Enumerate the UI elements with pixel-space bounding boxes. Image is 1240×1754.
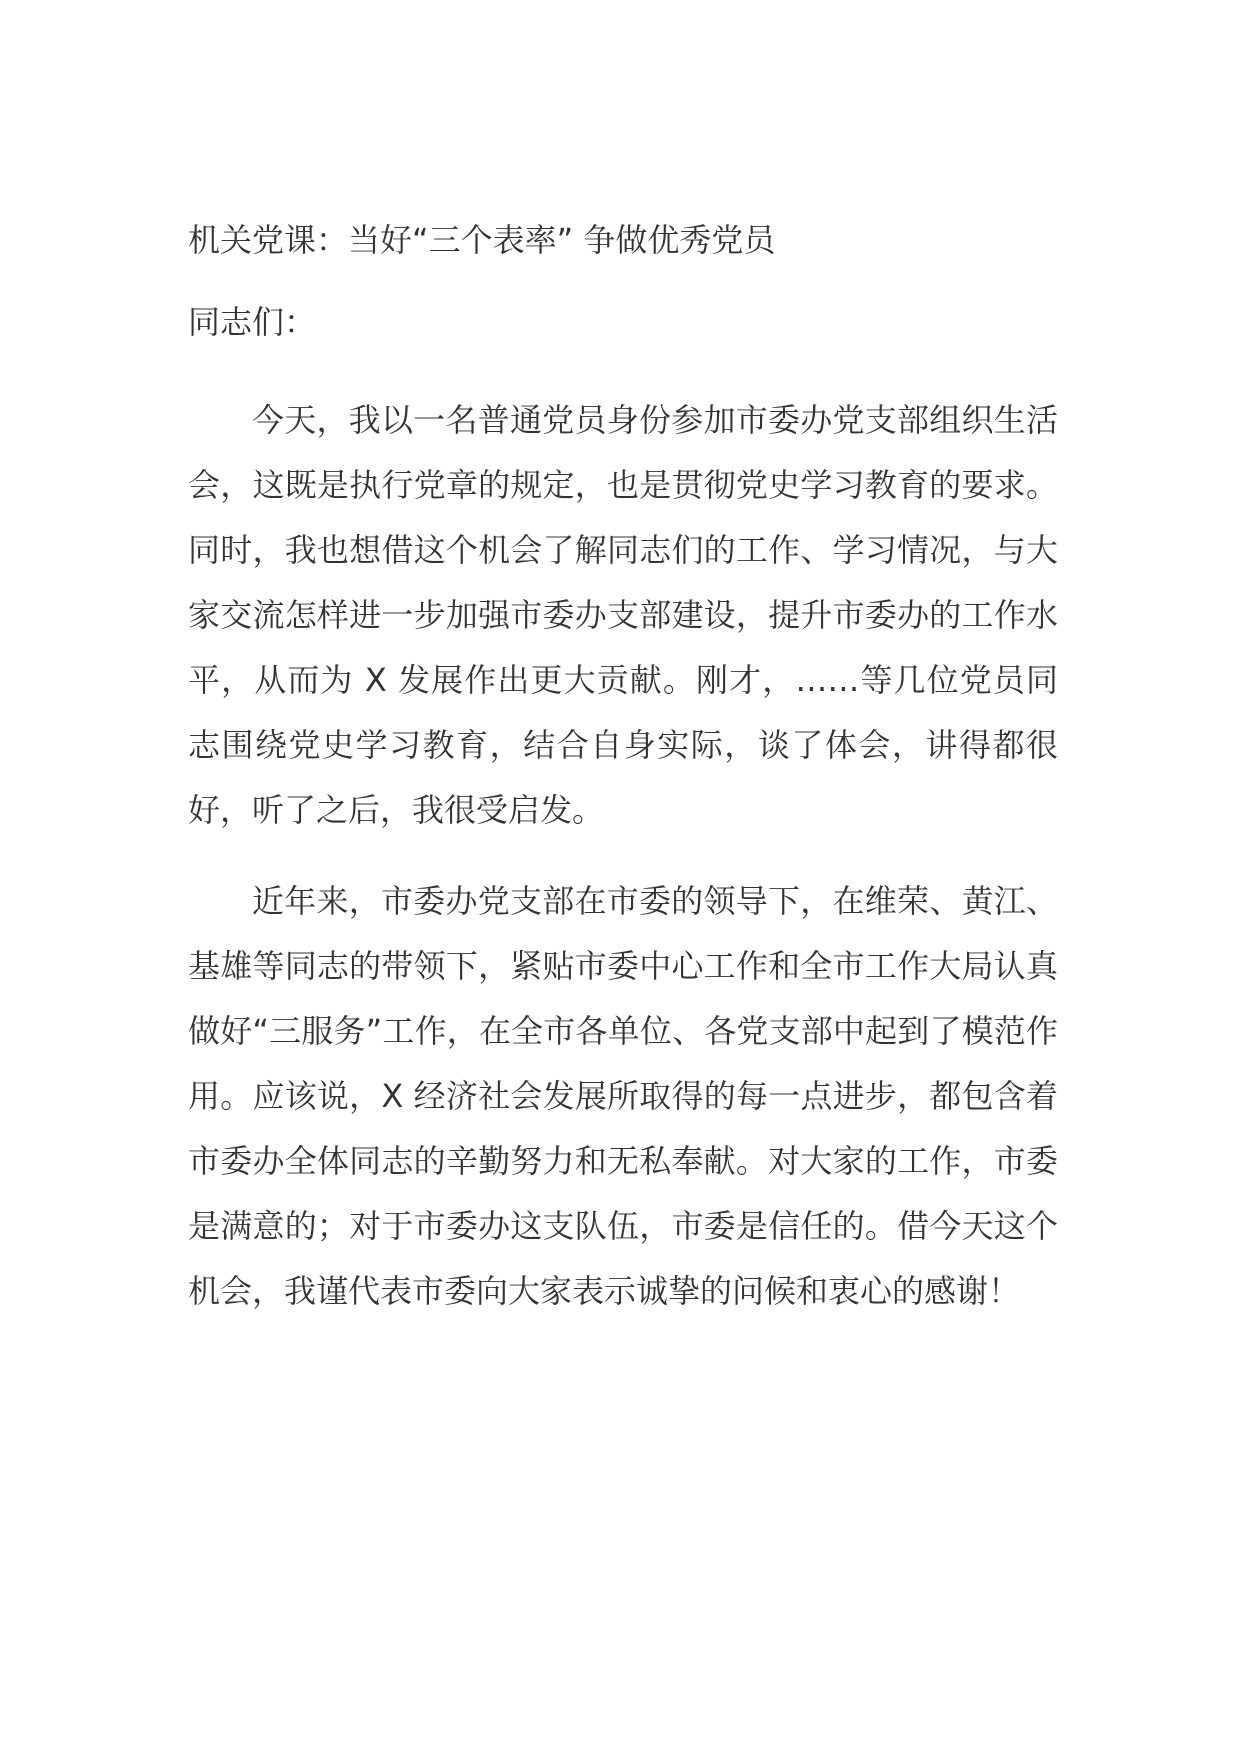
document-title: 机关党课：当好“三个表率” 争做优秀党员 (188, 221, 776, 259)
salutation: 同志们： (188, 303, 317, 341)
paragraph-1: 今天，我以一名普通党员身份参加市委办党支部组织生活会，这既是执行党章的规定，也是贯彻党史学习教育的要求。同时，我也想借这个机会了解同志们的工作、学习情况，与大家交流怎样进一步加强市委办支部建设，提升市委办的工作水平，从而为 X 发展作出更大贡献。刚才，……等几位党员同志围绕党史学习教育，结合自身实际，谈了体会，讲得都很好，听了之后，我很受启发。 (188, 401, 1058, 829)
paragraph-2: 近年来，市委办党支部在市委的领导下，在维荣、黄江、基雄等同志的带领下，紧贴市委中心工作和全市工作大局认真做好“三服务”工作，在全市各单位、各党支部中起到了模范作用。应该说，X 经济社会发展所取得的每一点进步，都包含着市委办全体同志的辛勤努力和无私奉献。对大家的工作，市委是满意的；对于市委办这支队伍，市委是信任的。借今天这个机会，我谨代表市委向大家表示诚挚的问候和衷心的感谢！ (188, 882, 1058, 1310)
document-body (188, 220, 1058, 1350)
